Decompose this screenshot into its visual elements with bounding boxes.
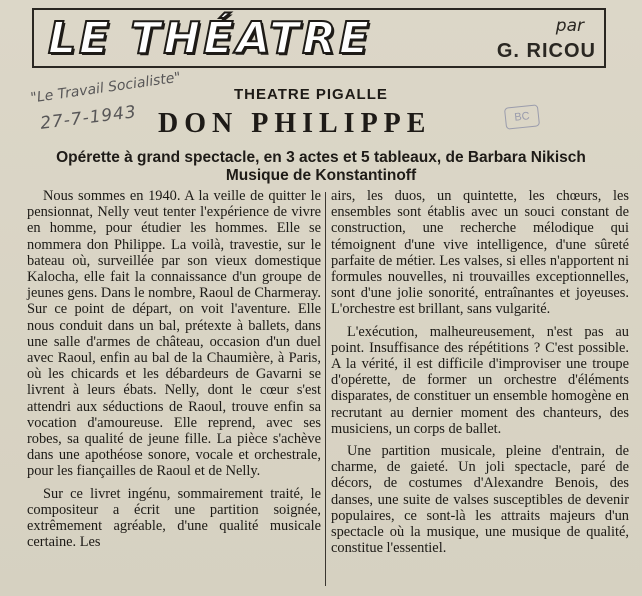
- paragraph: L'exécution, malheureusement, n'est pas au point. Insuffisance des répétitions ? C'est possible. A la vérité, il est difficile d'improviser une troupe d'opérette, de former un orchestre d'éléments disparates, de constituer un ensemble homogène en recrutant au dernier moment des chanteurs, des musiciens, un corps de ballet.: [331, 323, 629, 437]
- paragraph: Une partition musicale, pleine d'entrain, de charme, de gaieté. Un joli spectacle, paré de décors, de costumes d'Alexandre Benois, des danses, une suite de valses susceptibles de devenir populaires, ce sont-là les attraits majeurs d'un spectacle où la musique, une musique de qualité, constitue l'essentiel.: [331, 443, 629, 557]
- masthead-title: LE THÉATRE: [48, 13, 373, 64]
- article-subtitle-music: Musique de Konstantinoff: [225, 167, 417, 184]
- handwritten-date: 27-7-1943: [39, 102, 138, 134]
- masthead-author: G. RICOU: [496, 40, 596, 62]
- paragraph: Nous sommes en 1940. A la veille de quitter le pensionnat, Nelly veut tenter l'expérience de vivre en homme, pour étudier les hommes. Elle se nommera don Philippe. La voilà, travestie, sur le bateau où, surveillée par son vieux domestique Kalocha, elle fait la connaissance d'un groupe de jeunes gens. Dans le nombre, Raoul de Charmeray. Sur ce point de départ, on voit l'aventure. Elle nous conduit dans un bal, prétexte à ballets, dans une salle d'armes de château, occasion d'un duel avec Raoul, enfin au bal de la Chaumière, à Paris, où les chicards et les débardeurs de Gavarni se livrent à leurs ébats. Nelly, dont le cœur s'est attendri aux séductions de Raoul, trouve enfin sa vocation d'amoureuse. Elle reprend, avec ses robes, sa qualité de jeune fille. La pièce s'achève dans une apothéose sonore, vocale et orchestrale, pour les fiançailles de Raoul et de Nelly.: [27, 188, 321, 480]
- paragraph: airs, les duos, un quintette, les chœurs, les ensembles sont établis avec un souci constant de construction, une recherche mélodique qui témoignent d'une vive intelligence, d'une sûreté parfaite de métier. Les valses, si elles n'apportent ni formules nouvelles, ni trouvailles exceptionnelles, sont d'une jolie sonorité, entraînantes et joyeuses. L'orchestre est brillant, sans vulgarité.: [331, 188, 629, 318]
- paragraph: Sur ce livret ingénu, sommairement traité, le compositeur a écrit une partition soignée, extrêmement agréable, d'une qualité musicale certaine. Les: [27, 485, 321, 551]
- article-subtitle: Opérette à grand spectacle, en 3 actes et 5 tableaux, de Barbara Nikisch: [56, 149, 586, 166]
- column-masthead: [32, 8, 606, 68]
- archive-stamp: BC: [504, 104, 540, 129]
- masthead-by: par: [555, 16, 584, 36]
- article-column-left: [27, 188, 321, 550]
- play-title: DON PHILIPPE: [158, 108, 432, 139]
- venue-heading: THEATRE PIGALLE: [234, 86, 388, 103]
- column-divider: [325, 192, 326, 586]
- article-column-right: [331, 188, 629, 556]
- handwritten-source-note: "Le Travail Socialiste": [29, 69, 182, 107]
